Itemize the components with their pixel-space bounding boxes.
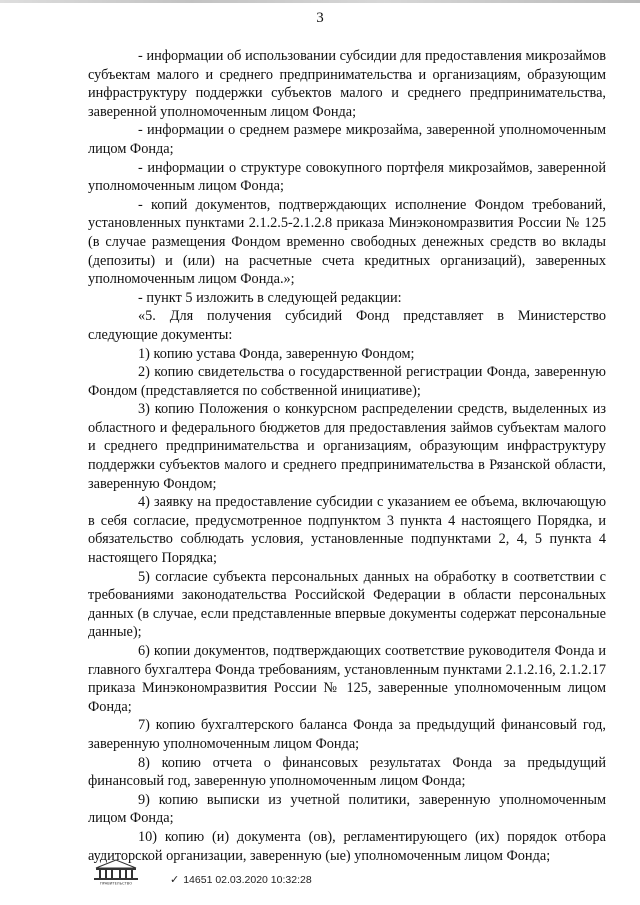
list-item-9: 9) копию выписки из учетной политики, заверенную уполномоченным лицом Фонда;	[88, 791, 606, 827]
document-body	[88, 47, 606, 865]
registration-number-datetime: 14651 02.03.2020 10:32:28	[183, 874, 312, 886]
paragraph-document-copies: - копий документов, подтверждающих исполнение Фондом требований, установленных пунктами 2.1.2.5-2.1.2.8 приказа Минэкономразвития России № 125 (в случае размещения Фондом временно свободных денежных средств во вклады (депозиты) и (или) на расчетные счета кредитных организаций), заверенных уполномоченным лицом Фонда.»;	[88, 196, 606, 288]
list-item-1: 1) копию устава Фонда, заверенную Фондом;	[138, 345, 415, 362]
list-item-8: 8) копию отчета о финансовых результатах Фонда за предыдущий финансовый год, заверенную уполномоченным лицом Фонда;	[88, 754, 606, 790]
paragraph-item5-intro: - пункт 5 изложить в следующей редакции:	[138, 289, 402, 306]
paragraph-info-portfolio-structure: - информации о структуре совокупного портфеля микрозаймов, заверенной уполномоченным лицом Фонда;	[88, 159, 606, 195]
registration-stamp	[170, 873, 312, 886]
check-icon: ✓	[170, 874, 180, 886]
list-item-10: 10) копию (и) документа (ов), регламентирующего (их) порядок отбора аудиторской организации, заверенную (ые) уполномоченным лицом Фонда;	[88, 828, 606, 864]
list-item-6: 6) копии документов, подтверждающих соответствие руководителя Фонда и главного бухгалтера Фонда требованиям, установленным пунктами 2.1.2.16, 2.1.2.17 приказа Минэкономразвития России № 125, заверенные уполномоченным лицом Фонда;	[88, 643, 606, 715]
list-item-4: 4) заявку на предоставление субсидии с указанием ее объема, включающую в себя согласие, предусмотренное подпунктом 3 пункта 4 настоящего Порядка, и обязательство соблюдать условия, установленные подпунктами 2, 4, 5 пункта 4 настоящего Порядка;	[88, 494, 606, 567]
government-building-icon	[88, 857, 144, 885]
page-number: 3	[316, 10, 324, 26]
list-item-7: 7) копию бухгалтерского баланса Фонда за предыдущий финансовый год, заверенную уполномоченным лицом Фонда;	[88, 717, 606, 752]
document-footer	[88, 857, 606, 893]
list-item-3: 3) копию Положения о конкурсном распределении средств, выделенных из областного и федерального бюджетов для предоставления займов субъектам малого и среднего предпринимательства и организациям, образующим инфраструктуру поддержки субъектов малого и среднего предпринимательства в Рязанской области, заверенную Фондом;	[88, 401, 606, 492]
paragraph-info-average-loan: - информации о среднем размере микрозайма, заверенной уполномоченным лицом Фонда;	[88, 122, 606, 157]
emblem-caption: ПРАВИТЕЛЬСТВО	[99, 881, 133, 885]
scan-top-edge	[0, 0, 640, 3]
list-item-5: 5) согласие субъекта персональных данных на обработку в соответствии с требованиями законодательства Российской Федерации в области персональных данных (в случае, если представленные впервые документы содержат персональные данные);	[88, 568, 606, 641]
paragraph-item5-heading: «5. Для получения субсидий Фонд представляет в Министерство следующие документы:	[88, 308, 606, 343]
list-item-2: 2) копию свидетельства о государственной регистрации Фонда, заверенную Фондом (представляется по собственной инициативе);	[88, 364, 606, 399]
paragraph-info-subsidy-use: - информации об использовании субсидии для предоставления микрозаймов субъектам малого и среднего предпринимательства и организациям, образующим инфраструктуру поддержки субъектов малого и среднего предпринимательства, заверенной уполномоченным лицом Фонда;	[88, 48, 606, 120]
